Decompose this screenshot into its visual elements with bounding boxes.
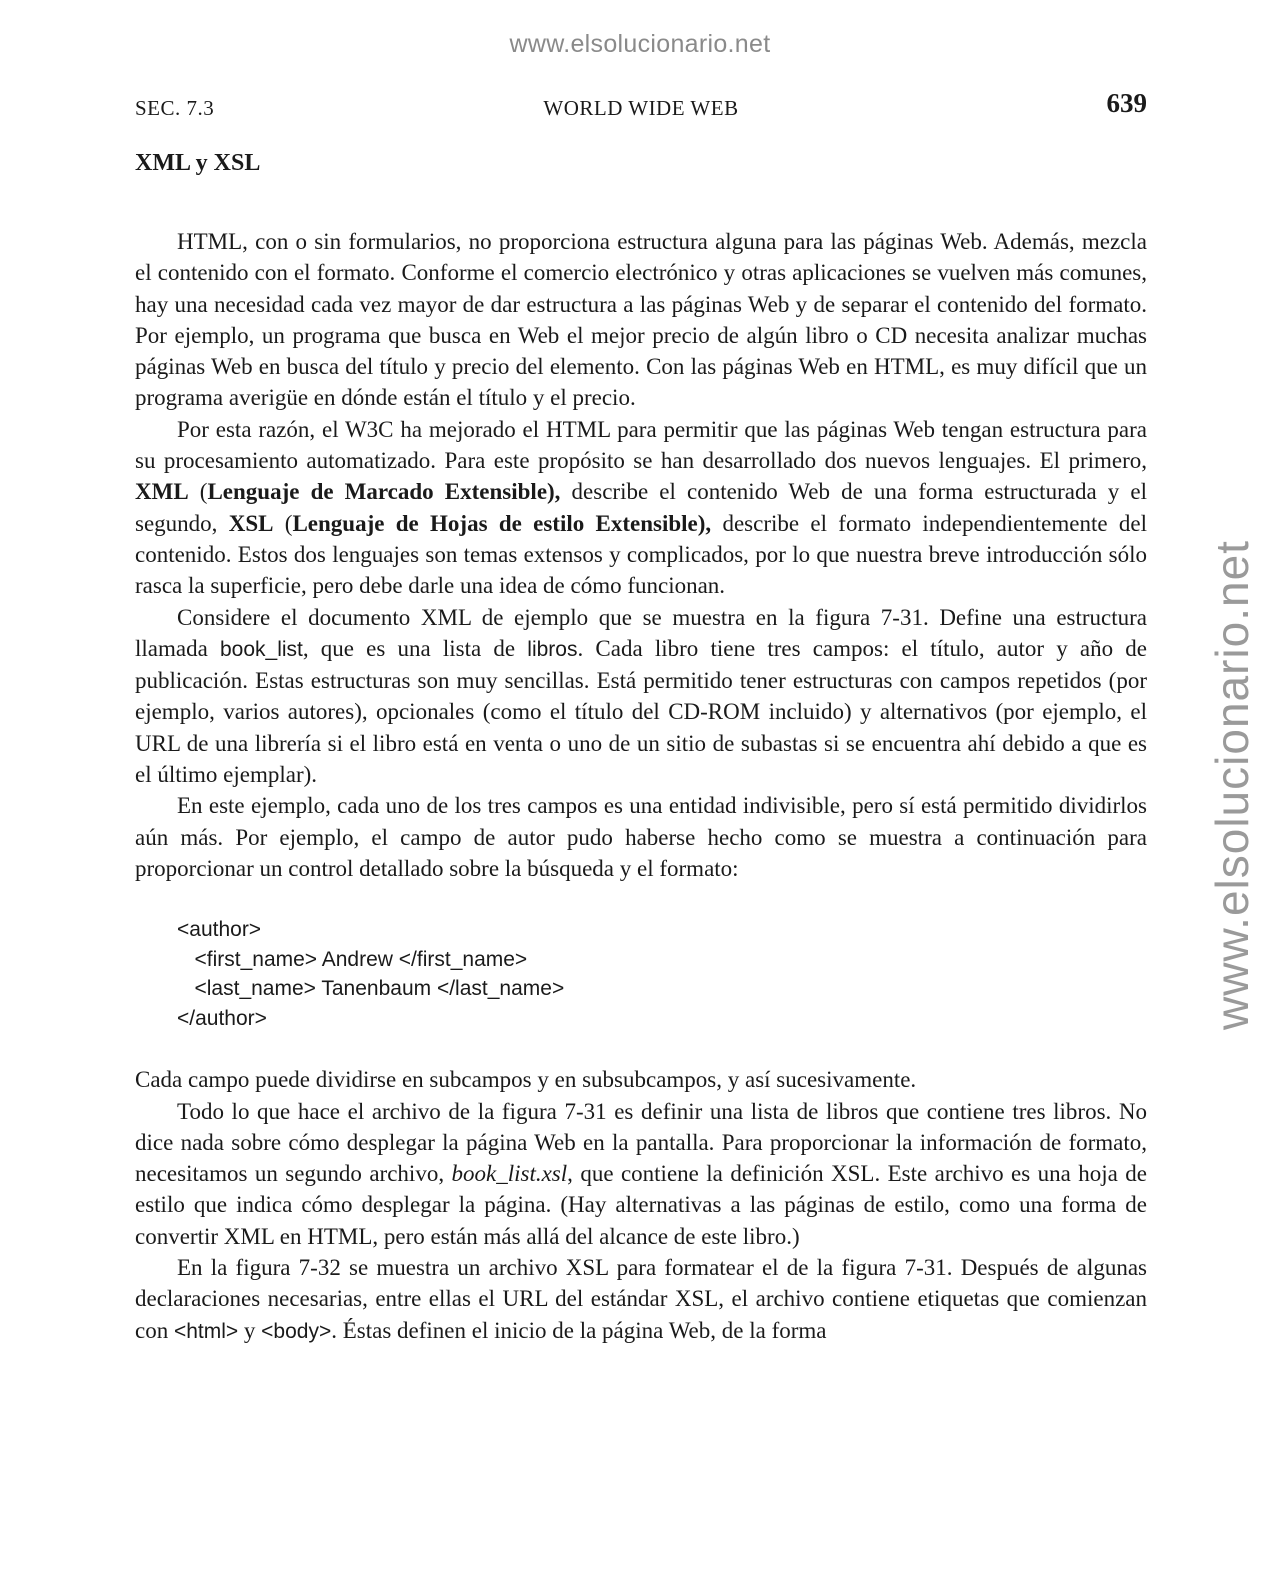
text-run: describe el contenido Web de una forma estructurada y el segundo, [135, 479, 1147, 536]
running-head [135, 88, 1147, 128]
bold-term-xml-expansion: Lenguaje de Marcado Extensible), [207, 479, 561, 505]
code-term-html: <html> [173, 1319, 239, 1343]
text-run: y [238, 1317, 262, 1343]
section-heading: XML y XSL [135, 150, 261, 176]
bold-term-xsl: XSL [228, 510, 274, 536]
text-run: ( [188, 479, 208, 505]
code-example [177, 915, 1147, 1033]
text-run: Considere el documento XML de ejemplo que se muestra en la figura 7-31. Define una estructura llamada [135, 604, 1147, 661]
page-number: 639 [1106, 88, 1147, 118]
code-line: </author> [177, 1006, 267, 1030]
text-run: . Cada libro tiene tres campos: el título, autor y año de publicación. Estas estructuras son muy sencillas. Está permitido tener estructuras con campos repetidos (por ejemplo, varios autores), opcionales (como el título del CD-ROM incluido) y alternativos (por ejemplo, el URL de una librería si el libro está en venta o uno de un sitio de subastas si se encuentra ahí debido a que es el último ejemplar). [135, 635, 1147, 788]
code-term-libros: libros [527, 637, 578, 661]
code-line: <first_name> Andrew </first_name> [177, 947, 528, 971]
paragraph-2 [135, 414, 1147, 602]
section-number: SEC. 7.3 [135, 96, 215, 120]
text-run: En la figura 7-32 se muestra un archivo XSL para formatear el de la figura 7-31. Después de algunas declaraciones necesarias, entre ellas el URL del estándar XSL, el archivo contiene etiquetas que comienzan con [135, 1255, 1147, 1343]
paragraph-1: HTML, con o sin formularios, no proporciona estructura alguna para las páginas Web. Además, mezcla el contenido con el formato. Conforme el comercio electrónico y otras aplicaciones se vuelven más comunes, hay una necesidad cada vez mayor de dar estructura a las páginas Web y de separar el contenido del formato. Por ejemplo, un programa que busca en Web el mejor precio de algún libro o CD necesita analizar muchas páginas Web en busca del título y precio del elemento. Con las páginas Web en HTML, es muy difícil que un programa averigüe en dónde están el título y el precio. [135, 229, 1147, 411]
paragraph-5: Cada campo puede dividirse en subcampos y en subsubcampos, y así sucesivamente. [135, 1067, 917, 1093]
paragraph-4: En este ejemplo, cada uno de los tres campos es una entidad indivisible, pero sí está permitido dividirlos aún más. Por ejemplo, el campo de autor pudo haberse hecho como se muestra a continuación para proporcionar un control detallado sobre la búsqueda y el formato: [135, 793, 1147, 881]
text-run: ( [273, 510, 293, 536]
italic-filename: book_list.xsl [451, 1161, 568, 1187]
text-run: , que contiene la definición XSL. Este archivo es una hoja de estilo que indica cómo desplegar la página. (Hay alternativas a las páginas de estilo, como una forma de convertir XML en HTML, pero están más allá del alcance de este libro.) [135, 1161, 1147, 1249]
code-term-body: <body> [261, 1319, 332, 1343]
body-text [135, 226, 1147, 1347]
chapter-title: WORLD WIDE WEB [543, 96, 739, 120]
bold-term-xml: XML [135, 479, 189, 505]
text-run: Todo lo que hace el archivo de la figura 7-31 es definir una lista de libros que contiene tres libros. No dice nada sobre cómo desplegar la página Web en la pantalla. Para proporcionar la información de formato, necesitamos un segundo archivo, [135, 1098, 1147, 1187]
code-line: <author> [177, 918, 262, 942]
text-run: Por esta razón, el W3C ha mejorado el HTML para permitir que las páginas Web tengan estructura para su procesamiento automatizado. Para este propósito se han desarrollado dos nuevos lenguajes. El primero, [135, 416, 1147, 474]
text-run: . Éstas definen el inicio de la página Web, de la forma [331, 1317, 827, 1343]
paragraph-7 [135, 1252, 1147, 1347]
text-run: , que es una lista de [302, 635, 528, 661]
watermark-side: www.elsolucionario.net [1206, 540, 1258, 1030]
code-line: <last_name> Tanenbaum </last_name> [177, 977, 565, 1001]
paragraph-3 [135, 602, 1147, 791]
bold-term-xsl-expansion: Lenguaje de Hojas de estilo Extensible), [292, 510, 712, 536]
code-term-book-list: book_list [219, 637, 303, 661]
paragraph-6 [135, 1096, 1147, 1252]
watermark-top: www.elsolucionario.net [509, 30, 771, 58]
text-run: describe el formato independientemente del contenido. Estos dos lenguajes son temas extensos y complicados, por lo que nuestra breve introducción sólo rasca la superficie, pero debe darle una idea de cómo funcionan. [135, 510, 1147, 599]
